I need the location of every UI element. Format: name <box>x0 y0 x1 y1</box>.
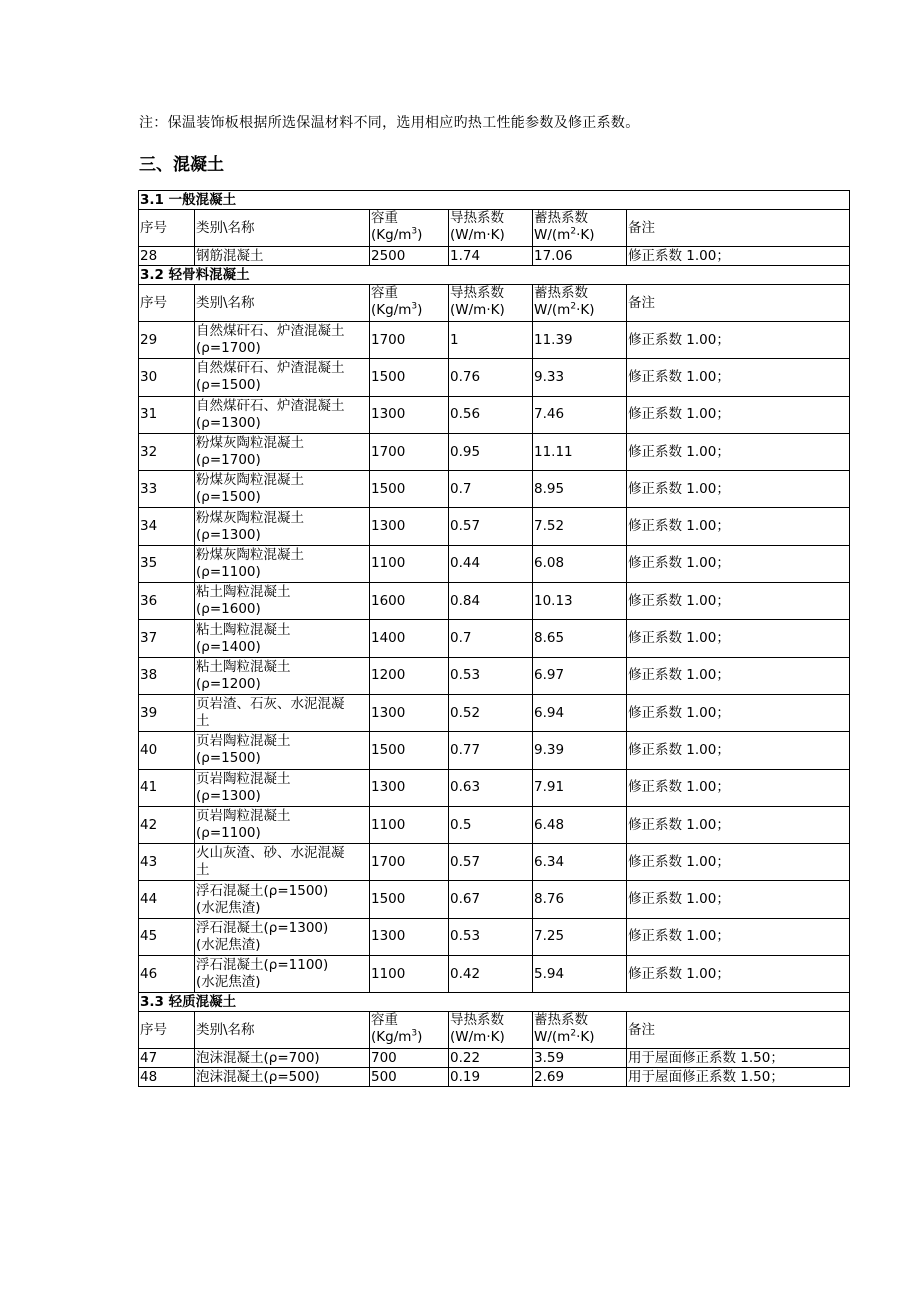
cell-seq: 38 <box>139 657 195 694</box>
header-density-line2 <box>371 1029 448 1046</box>
header-conductivity <box>449 210 533 247</box>
cell-density: 1700 <box>370 844 449 881</box>
cell-name <box>195 918 370 955</box>
cell-name-line1: 粉煤灰陶粒混凝土 <box>196 546 304 563</box>
note-text: 注：保温装饰板根据所选保温材料不同，选用相应旳热工性能参数及修正系数。 <box>139 115 640 131</box>
table-row <box>139 956 850 993</box>
cell-seq: 32 <box>139 433 195 470</box>
header-density-unit: (Kg/m <box>371 227 412 243</box>
table-row <box>139 657 850 694</box>
cell-conductivity: 0.53 <box>449 918 533 955</box>
table-row <box>139 918 850 955</box>
cell-remark: 修正系数 1.00； <box>627 583 850 620</box>
cell-name <box>195 545 370 582</box>
cell-remark: 修正系数 1.00； <box>627 881 850 918</box>
cell-name <box>195 806 370 843</box>
header-storage-line2 <box>534 302 626 319</box>
cell-remark: 修正系数 1.00； <box>627 844 850 881</box>
cell-conductivity: 0.56 <box>449 396 533 433</box>
cell-storage: 5.94 <box>533 956 627 993</box>
cell-remark: 修正系数 1.00； <box>627 433 850 470</box>
cell-density: 1300 <box>370 769 449 806</box>
cell-remark: 修正系数 1.00； <box>627 769 850 806</box>
cell-density: 1500 <box>370 471 449 508</box>
cell-remark: 修正系数 1.00； <box>627 322 850 359</box>
cell-name-line1: 浮石混凝土(ρ=1300) <box>196 919 329 936</box>
cell-remark: 修正系数 1.00； <box>627 694 850 731</box>
cell-name-line1: 页岩陶粒混凝土 <box>196 770 291 787</box>
cell-name-line2: (ρ=1300) <box>196 526 261 543</box>
cell-remark: 修正系数 1.00； <box>627 247 850 266</box>
cell-seq: 28 <box>139 247 195 266</box>
header-storage-line2 <box>534 1029 626 1046</box>
cell-storage: 7.25 <box>533 918 627 955</box>
cell-name <box>195 1049 370 1068</box>
cell-name-line1: 自然煤矸石、炉渣混凝土 <box>196 360 345 377</box>
cell-seq: 47 <box>139 1049 195 1068</box>
cell-remark: 修正系数 1.00； <box>627 396 850 433</box>
cell-seq: 43 <box>139 844 195 881</box>
cell-name <box>195 732 370 769</box>
header-storage-close: ·K) <box>576 1029 595 1046</box>
table-row <box>139 433 850 470</box>
cell-seq: 35 <box>139 545 195 582</box>
cell-seq: 30 <box>139 359 195 396</box>
cell-conductivity: 0.7 <box>449 471 533 508</box>
cell-storage: 9.33 <box>533 359 627 396</box>
cell-name-line1: 泡沫混凝土(ρ=700) <box>196 1049 320 1066</box>
header-storage-close: ·K) <box>576 302 595 318</box>
header-storage-line1: 蓄热系数 <box>534 1012 588 1029</box>
cell-name <box>195 694 370 731</box>
cell-conductivity: 0.42 <box>449 956 533 993</box>
cell-conductivity: 1 <box>449 322 533 359</box>
cell-storage: 8.95 <box>533 471 627 508</box>
cell-storage: 2.69 <box>533 1068 627 1087</box>
table-row <box>139 881 850 918</box>
cell-conductivity: 0.22 <box>449 1049 533 1068</box>
header-conductivity-line2: (W/m·K) <box>450 1029 505 1046</box>
cell-remark: 用于屋面修正系数 1.50； <box>627 1068 850 1087</box>
cell-seq: 46 <box>139 956 195 993</box>
table-row <box>139 1068 850 1087</box>
header-storage-line1: 蓄热系数 <box>534 210 588 226</box>
section-title-row <box>139 993 850 1012</box>
header-seq: 序号 <box>139 1012 195 1049</box>
cell-conductivity: 0.63 <box>449 769 533 806</box>
header-storage-sup: 2 <box>570 301 577 312</box>
header-storage <box>533 1012 627 1049</box>
section-heading: 三、混凝土 <box>139 155 224 175</box>
header-name: 类别\名称 <box>195 1012 370 1049</box>
cell-name-line1: 页岩渣、石灰、水泥混凝 <box>196 696 345 713</box>
cell-seq: 45 <box>139 918 195 955</box>
cell-seq: 29 <box>139 322 195 359</box>
cell-name-line1: 粉煤灰陶粒混凝土 <box>196 472 304 489</box>
cell-name-line1: 粉煤灰陶粒混凝土 <box>196 509 304 526</box>
section-title: 3.2 轻骨料混凝土 <box>139 266 850 285</box>
cell-conductivity: 0.44 <box>449 545 533 582</box>
table-row <box>139 1049 850 1068</box>
cell-storage: 6.34 <box>533 844 627 881</box>
cell-name-line1: 粘土陶粒混凝土 <box>196 621 291 638</box>
header-storage-line1: 蓄热系数 <box>534 285 588 301</box>
cell-density: 1100 <box>370 956 449 993</box>
cell-conductivity: 0.5 <box>449 806 533 843</box>
header-row <box>139 210 850 247</box>
cell-name <box>195 881 370 918</box>
cell-name-line1: 浮石混凝土(ρ=1500) <box>196 882 329 899</box>
header-density-sup: 3 <box>411 1028 418 1039</box>
cell-name <box>195 657 370 694</box>
cell-name <box>195 247 370 266</box>
cell-name <box>195 433 370 470</box>
cell-conductivity: 1.74 <box>449 247 533 266</box>
header-row <box>139 285 850 322</box>
cell-conductivity: 0.53 <box>449 657 533 694</box>
cell-name <box>195 359 370 396</box>
cell-name-line2: (ρ=1100) <box>196 563 261 580</box>
cell-density: 1400 <box>370 620 449 657</box>
cell-storage: 8.65 <box>533 620 627 657</box>
cell-name-line2: (ρ=1600) <box>196 601 261 618</box>
cell-conductivity: 0.95 <box>449 433 533 470</box>
header-density-line1: 容重 <box>371 210 398 226</box>
cell-conductivity: 0.77 <box>449 732 533 769</box>
table-row <box>139 620 850 657</box>
header-storage <box>533 210 627 247</box>
table-row <box>139 806 850 843</box>
cell-conductivity: 0.84 <box>449 583 533 620</box>
header-remark: 备注 <box>627 1012 850 1049</box>
cell-remark: 用于屋面修正系数 1.50； <box>627 1049 850 1068</box>
header-density-line1: 容重 <box>371 285 398 301</box>
cell-seq: 42 <box>139 806 195 843</box>
cell-storage: 8.76 <box>533 881 627 918</box>
cell-storage: 6.97 <box>533 657 627 694</box>
cell-seq: 41 <box>139 769 195 806</box>
header-storage <box>533 285 627 322</box>
cell-density: 1600 <box>370 583 449 620</box>
cell-name <box>195 471 370 508</box>
header-conductivity-line2: (W/m·K) <box>450 302 505 318</box>
cell-name-line1: 泡沫混凝土(ρ=500) <box>196 1068 320 1085</box>
cell-density: 1500 <box>370 732 449 769</box>
cell-storage: 7.91 <box>533 769 627 806</box>
cell-name <box>195 769 370 806</box>
cell-density: 1300 <box>370 508 449 545</box>
cell-storage: 6.08 <box>533 545 627 582</box>
header-density-unit: (Kg/m <box>371 302 412 318</box>
cell-density: 1100 <box>370 806 449 843</box>
table-row <box>139 694 850 731</box>
cell-name-line1: 火山灰渣、砂、水泥混凝 <box>196 845 345 862</box>
table-row <box>139 247 850 266</box>
cell-name-line2: (ρ=1500) <box>196 750 261 767</box>
cell-name-line2: (ρ=1700) <box>196 452 261 469</box>
cell-name-line2: (ρ=1700) <box>196 340 261 357</box>
cell-name-line1: 粉煤灰陶粒混凝土 <box>196 435 304 452</box>
header-density-close: ) <box>417 227 423 243</box>
cell-density: 1300 <box>370 918 449 955</box>
header-name: 类别\名称 <box>195 210 370 247</box>
header-storage-sup: 2 <box>570 226 577 237</box>
cell-storage: 10.13 <box>533 583 627 620</box>
table-row <box>139 471 850 508</box>
cell-seq: 31 <box>139 396 195 433</box>
cell-name <box>195 396 370 433</box>
header-remark: 备注 <box>627 285 850 322</box>
table-row <box>139 844 850 881</box>
cell-seq: 40 <box>139 732 195 769</box>
table-row <box>139 396 850 433</box>
cell-name-line2: (ρ=1300) <box>196 787 261 804</box>
header-storage-close: ·K) <box>576 227 595 243</box>
cell-remark: 修正系数 1.00； <box>627 918 850 955</box>
header-conductivity <box>449 1012 533 1049</box>
cell-name-line1: 粘土陶粒混凝土 <box>196 584 291 601</box>
header-conductivity-line1: 导热系数 <box>450 210 504 226</box>
header-density <box>370 210 449 247</box>
table-row <box>139 769 850 806</box>
cell-density: 1200 <box>370 657 449 694</box>
header-storage-unit: W/(m <box>534 302 571 318</box>
cell-storage: 11.11 <box>533 433 627 470</box>
cell-name-line2: 土 <box>196 713 210 730</box>
cell-density: 2500 <box>370 247 449 266</box>
header-density <box>370 1012 449 1049</box>
cell-name-line2: (ρ=1200) <box>196 675 261 692</box>
header-conductivity <box>449 285 533 322</box>
header-storage-unit: W/(m <box>534 227 571 243</box>
cell-name-line2: (水泥焦渣) <box>196 899 261 916</box>
cell-density: 700 <box>370 1049 449 1068</box>
header-name: 类别\名称 <box>195 285 370 322</box>
header-density-close: ) <box>417 1029 423 1046</box>
cell-conductivity: 0.52 <box>449 694 533 731</box>
table-row <box>139 359 850 396</box>
header-density <box>370 285 449 322</box>
header-seq: 序号 <box>139 210 195 247</box>
cell-name-line1: 粘土陶粒混凝土 <box>196 658 291 675</box>
cell-remark: 修正系数 1.00； <box>627 471 850 508</box>
cell-name-line2: (ρ=1100) <box>196 825 261 841</box>
cell-seq: 36 <box>139 583 195 620</box>
cell-seq: 48 <box>139 1068 195 1087</box>
section-title-row <box>139 266 850 285</box>
cell-density: 1700 <box>370 322 449 359</box>
table-row <box>139 583 850 620</box>
cell-conductivity: 0.57 <box>449 844 533 881</box>
cell-remark: 修正系数 1.00； <box>627 359 850 396</box>
header-seq: 序号 <box>139 285 195 322</box>
cell-name <box>195 620 370 657</box>
cell-conductivity: 0.19 <box>449 1068 533 1087</box>
cell-conductivity: 0.76 <box>449 359 533 396</box>
cell-storage: 6.48 <box>533 806 627 843</box>
cell-storage: 9.39 <box>533 732 627 769</box>
cell-remark: 修正系数 1.00； <box>627 620 850 657</box>
cell-name <box>195 956 370 993</box>
cell-name <box>195 508 370 545</box>
cell-name-line2: 土 <box>196 862 210 879</box>
cell-conductivity: 0.57 <box>449 508 533 545</box>
header-storage-line2 <box>534 227 626 244</box>
cell-name <box>195 322 370 359</box>
cell-name-line2: (水泥焦渣) <box>196 936 261 953</box>
cell-name-line1: 自然煤矸石、炉渣混凝土 <box>196 397 345 414</box>
table-row <box>139 545 850 582</box>
cell-seq: 34 <box>139 508 195 545</box>
cell-conductivity: 0.7 <box>449 620 533 657</box>
cell-name-line1: 页岩陶粒混凝土 <box>196 808 291 824</box>
section-title: 3.3 轻质混凝土 <box>139 993 850 1012</box>
cell-name-line1: 自然煤矸石、炉渣混凝土 <box>196 323 345 340</box>
cell-seq: 37 <box>139 620 195 657</box>
cell-density: 1700 <box>370 433 449 470</box>
cell-name-line2: (ρ=1300) <box>196 414 261 431</box>
cell-name <box>195 844 370 881</box>
cell-name-line2: (水泥焦渣) <box>196 974 261 991</box>
cell-name-line1: 页岩陶粒混凝土 <box>196 733 291 750</box>
table-row <box>139 508 850 545</box>
cell-storage: 6.94 <box>533 694 627 731</box>
concrete-table <box>138 190 850 1087</box>
cell-storage: 17.06 <box>533 247 627 266</box>
header-density-line2 <box>371 302 448 319</box>
section-title: 3.1 一般混凝土 <box>139 191 850 210</box>
cell-density: 1500 <box>370 881 449 918</box>
cell-name-line1: 浮石混凝土(ρ=1100) <box>196 957 329 974</box>
cell-seq: 44 <box>139 881 195 918</box>
cell-name-line2: (ρ=1400) <box>196 638 261 655</box>
cell-remark: 修正系数 1.00； <box>627 657 850 694</box>
cell-density: 500 <box>370 1068 449 1087</box>
cell-seq: 39 <box>139 694 195 731</box>
cell-density: 1500 <box>370 359 449 396</box>
cell-storage: 7.46 <box>533 396 627 433</box>
cell-name <box>195 583 370 620</box>
section-title-row <box>139 191 850 210</box>
cell-storage: 11.39 <box>533 322 627 359</box>
header-density-line1: 容重 <box>371 1012 398 1029</box>
cell-name-line2: (ρ=1500) <box>196 489 261 506</box>
header-conductivity-line2: (W/m·K) <box>450 227 505 243</box>
cell-density: 1300 <box>370 694 449 731</box>
cell-remark: 修正系数 1.00； <box>627 806 850 843</box>
cell-density: 1100 <box>370 545 449 582</box>
header-density-line2 <box>371 227 448 244</box>
header-row <box>139 1012 850 1049</box>
cell-density: 1300 <box>370 396 449 433</box>
cell-remark: 修正系数 1.00； <box>627 508 850 545</box>
cell-name-line1: 钢筋混凝土 <box>196 247 264 264</box>
header-density-sup: 3 <box>411 301 418 312</box>
cell-storage: 3.59 <box>533 1049 627 1068</box>
table-row <box>139 732 850 769</box>
table-row <box>139 322 850 359</box>
header-density-close: ) <box>417 302 423 318</box>
cell-remark: 修正系数 1.00； <box>627 956 850 993</box>
header-storage-unit: W/(m <box>534 1029 571 1046</box>
header-density-sup: 3 <box>411 226 418 237</box>
cell-seq: 33 <box>139 471 195 508</box>
header-density-unit: (Kg/m <box>371 1029 412 1046</box>
header-storage-sup: 2 <box>570 1028 577 1039</box>
cell-name <box>195 1068 370 1087</box>
header-remark: 备注 <box>627 210 850 247</box>
cell-name-line2: (ρ=1500) <box>196 377 261 394</box>
cell-remark: 修正系数 1.00； <box>627 732 850 769</box>
cell-storage: 7.52 <box>533 508 627 545</box>
header-conductivity-line1: 导热系数 <box>450 1012 504 1029</box>
cell-conductivity: 0.67 <box>449 881 533 918</box>
cell-remark: 修正系数 1.00； <box>627 545 850 582</box>
header-conductivity-line1: 导热系数 <box>450 285 504 301</box>
